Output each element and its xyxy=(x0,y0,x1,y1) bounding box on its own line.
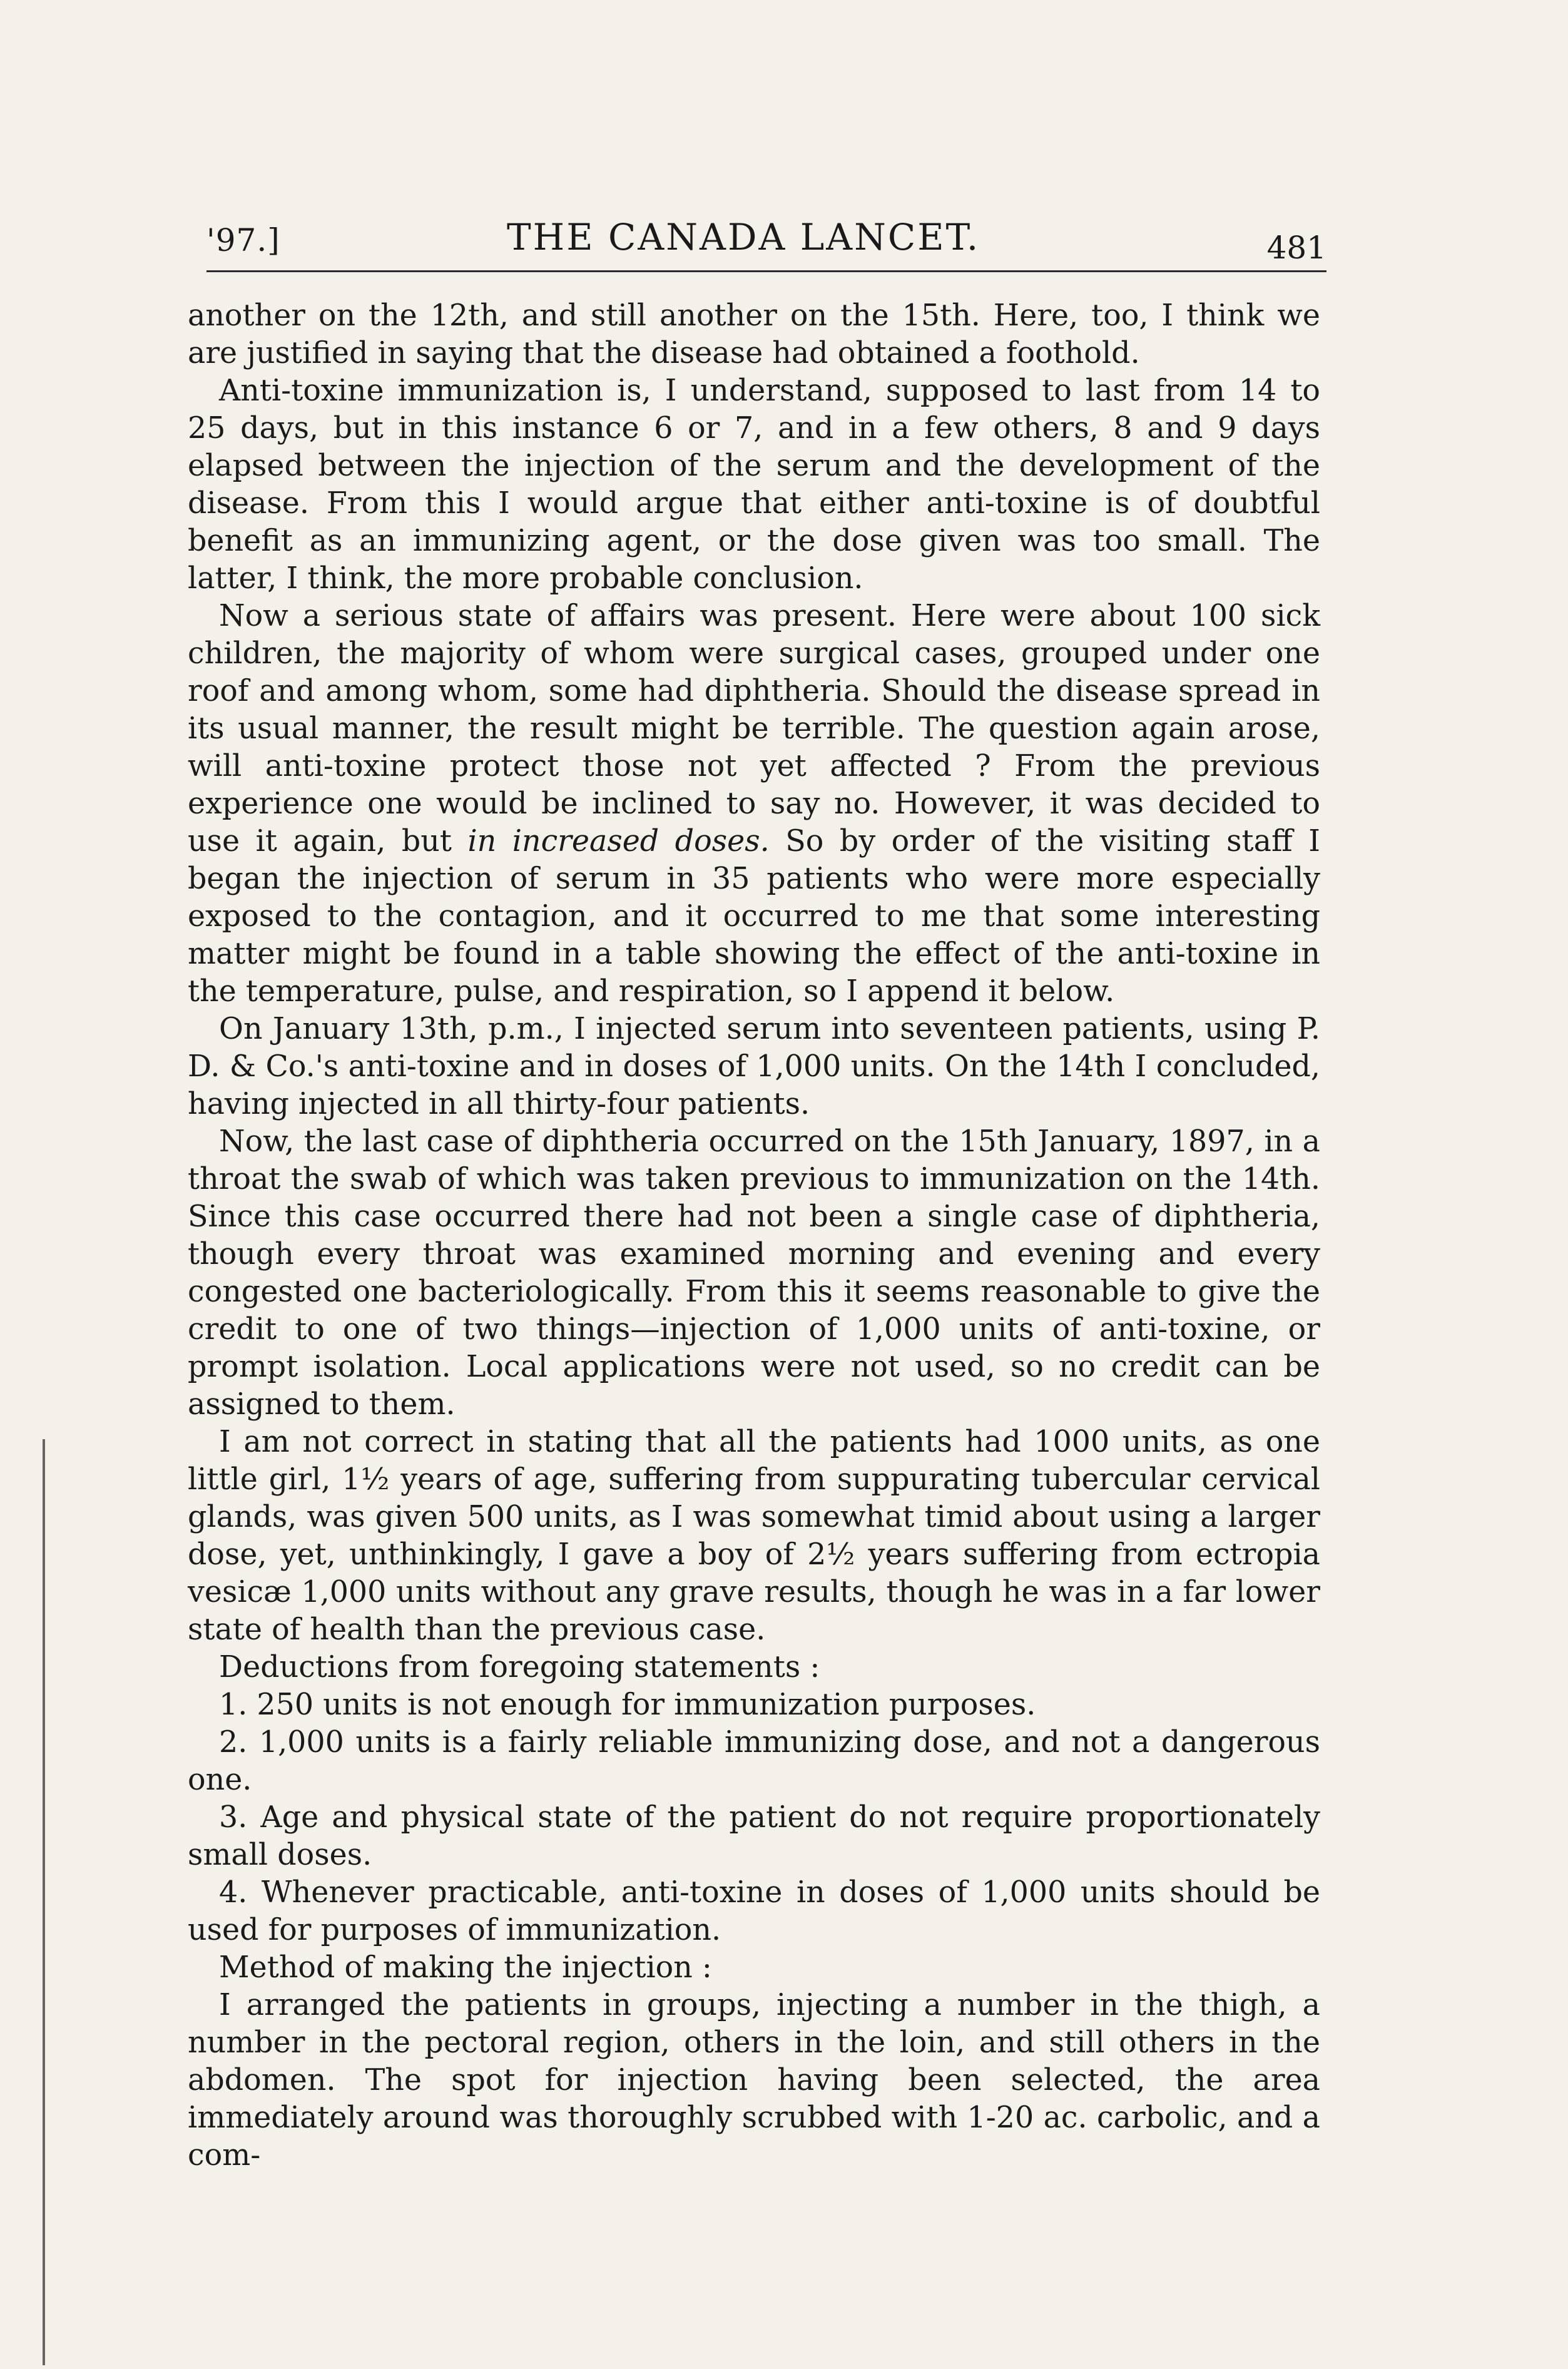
paragraph-3-part-2: So by order of the visiting staff I began the injection of serum in 35 patients who were more especially exposed to the contagion, and it occurred to me that some interesting matter might be found in a table showing the effect of the anti-toxine in the temperature, pulse, and respiration, so I append it below. xyxy=(188,824,1320,1009)
paragraph-3-italic: in increased doses. xyxy=(467,824,770,858)
paragraph-1: another on the 12th, and still another on the 15th. Here, too, I think we are justified in saying that the disease had obtained a foothold. xyxy=(188,298,1320,370)
scan-edge-line xyxy=(43,1439,45,2365)
method-heading: Method of making the injection : xyxy=(219,1950,712,1985)
deduction-3: 3. Age and physical state of the patient do not require proportionately small doses. xyxy=(188,1800,1320,1872)
deduction-2: 2. 1,000 units is a fairly reliable immunizing dose, and not a dangerous one. xyxy=(188,1725,1320,1797)
deduction-4: 4. Whenever practicable, anti-toxine in doses of 1,000 units should be used for purposes of immunization. xyxy=(188,1875,1320,1947)
deduction-1: 1. 250 units is not enough for immunization purposes. xyxy=(219,1688,1036,1722)
page-number: 481 xyxy=(1266,230,1326,266)
paragraph-5: Now, the last case of diphtheria occurred on the 15th January, 1897, in a throat the swab of which was taken previous to immunization on the 14th. Since this case occurred there had not been a single case of diphtheria, though every throat was examined morning and evening and every congested one bacteriologically. From this it seems reasonable to give the credit to one of two things—injection of 1,000 units of anti-toxine, or prompt isolation. Local applications were not used, so no credit can be assigned to them. xyxy=(188,1124,1320,1422)
deductions-heading: Deductions from foregoing statements : xyxy=(219,1650,820,1684)
paragraph-3 xyxy=(188,598,1320,1011)
paragraph-4: On January 13th, p.m., I injected serum into seventeen patients, using P. D. & Co.'s anti-toxine and in doses of 1,000 units. On the 14th I concluded, having injected in all thirty-four patients. xyxy=(188,1012,1320,1121)
journal-title: THE CANADA LANCET. xyxy=(507,216,980,258)
volume-year: '97.] xyxy=(206,222,280,258)
paragraph-6: I am not correct in stating that all the patients had 1000 units, as one little girl, 1½ years of age, suffering from suppurating tubercular cervical glands, was given 500 units, as I was somewhat timid about using a larger dose, yet, unthinkingly, I gave a boy of 2½ years suffering from ectropia vesicæ 1,000 units without any grave results, though he was in a far lower state of health than the previous case. xyxy=(188,1425,1320,1647)
header-rule xyxy=(206,270,1326,272)
paragraph-method: I arranged the patients in groups, injecting a number in the thigh, a number in the pectoral region, others in the loin, and still others in the abdomen. The spot for injection having been selected, the area immediately around was thoroughly scrubbed with 1-20 ac. carbolic, and a com- xyxy=(188,1988,1320,2173)
running-header xyxy=(206,216,1326,266)
article-body xyxy=(188,297,1320,2174)
paragraph-2: Anti-toxine immunization is, I understand, supposed to last from 14 to 25 days, but in this instance 6 or 7, and in a few others, 8 and 9 days elapsed between the injection of the serum and the development of the disease. From this I would argue that either anti-toxine is of doubtful benefit as an immunizing agent, or the dose given was too small. The latter, I think, the more probable conclusion. xyxy=(188,374,1320,596)
paragraph-3-part-1: Now a serious state of affairs was present. Here were about 100 sick children, the majority of whom were surgical cases, grouped under one roof and among whom, some had diphtheria. Should the disease spread in its usual manner, the result might be terrible. The question again arose, will anti-toxine protect those not yet affected ? From the previous experience one would be inclined to say no. However, it was decided to use it again, but xyxy=(188,599,1320,858)
